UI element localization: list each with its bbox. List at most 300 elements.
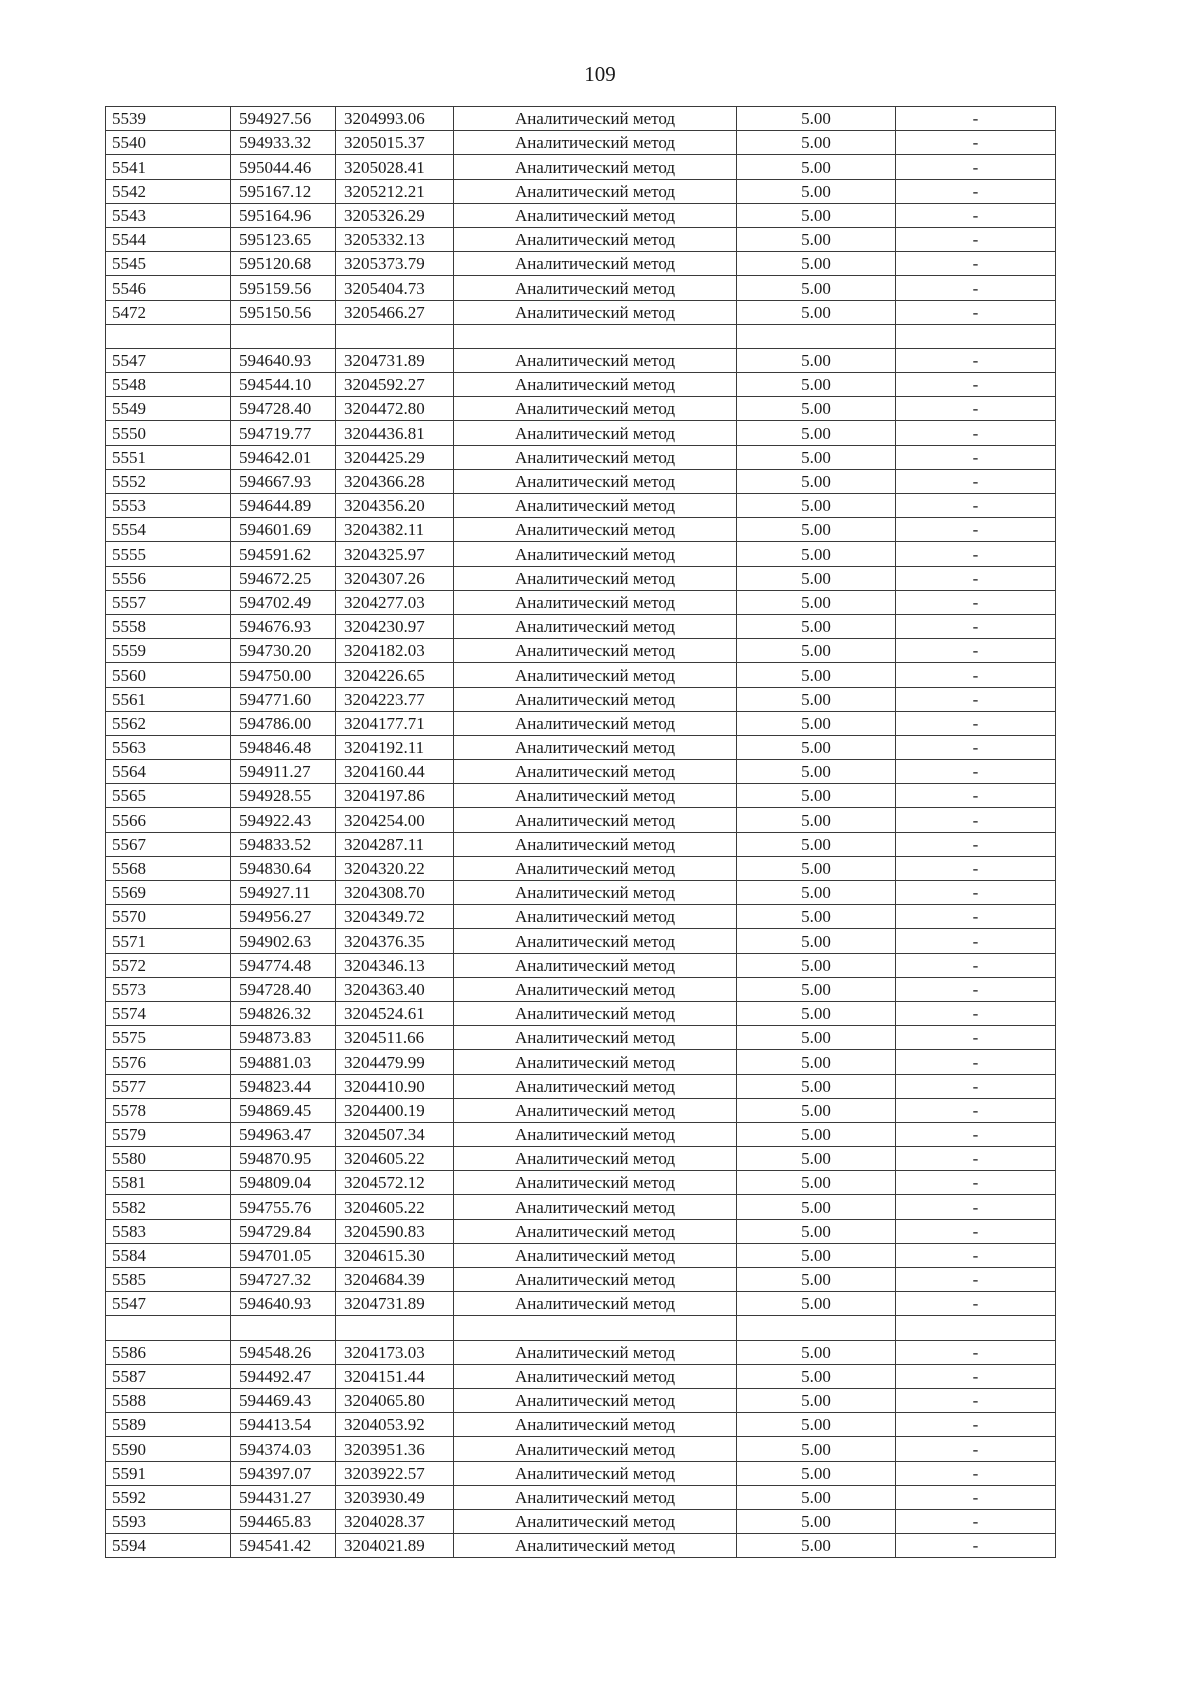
table-row xyxy=(106,832,1056,856)
accuracy-cell: 5.00 xyxy=(737,1437,896,1461)
x-coordinate-cell: 594846.48 xyxy=(231,735,336,759)
y-coordinate-cell: 3204356.20 xyxy=(336,494,454,518)
point-id-cell: 5569 xyxy=(106,881,231,905)
x-coordinate-cell: 594727.32 xyxy=(231,1268,336,1292)
method-cell: Аналитический метод xyxy=(454,1413,737,1437)
method-cell: Аналитический метод xyxy=(454,1219,737,1243)
x-coordinate-cell: 594902.63 xyxy=(231,929,336,953)
y-coordinate-cell xyxy=(336,324,454,348)
note-cell: - xyxy=(896,1364,1056,1388)
accuracy-cell: 5.00 xyxy=(737,300,896,324)
x-coordinate-cell: 594728.40 xyxy=(231,397,336,421)
y-coordinate-cell: 3204605.22 xyxy=(336,1147,454,1171)
note-cell: - xyxy=(896,227,1056,251)
point-id-cell: 5574 xyxy=(106,1001,231,1025)
y-coordinate-cell: 3204436.81 xyxy=(336,421,454,445)
accuracy-cell: 5.00 xyxy=(737,953,896,977)
y-coordinate-cell: 3204592.27 xyxy=(336,373,454,397)
y-coordinate-cell: 3204320.22 xyxy=(336,856,454,880)
method-cell: Аналитический метод xyxy=(454,832,737,856)
note-cell: - xyxy=(896,1534,1056,1558)
point-id-cell: 5572 xyxy=(106,953,231,977)
table-row xyxy=(106,663,1056,687)
point-id-cell: 5581 xyxy=(106,1171,231,1195)
x-coordinate-cell xyxy=(231,1316,336,1340)
method-cell: Аналитический метод xyxy=(454,373,737,397)
method-cell: Аналитический метод xyxy=(454,518,737,542)
y-coordinate-cell: 3204605.22 xyxy=(336,1195,454,1219)
table-row xyxy=(106,421,1056,445)
x-coordinate-cell: 594601.69 xyxy=(231,518,336,542)
y-coordinate-cell: 3205373.79 xyxy=(336,252,454,276)
note-cell: - xyxy=(896,1219,1056,1243)
y-coordinate-cell: 3204021.89 xyxy=(336,1534,454,1558)
note-cell: - xyxy=(896,1268,1056,1292)
note-cell: - xyxy=(896,1243,1056,1267)
method-cell: Аналитический метод xyxy=(454,687,737,711)
y-coordinate-cell: 3204376.35 xyxy=(336,929,454,953)
x-coordinate-cell: 594374.03 xyxy=(231,1437,336,1461)
y-coordinate-cell: 3204524.61 xyxy=(336,1001,454,1025)
note-cell: - xyxy=(896,494,1056,518)
point-id-cell: 5589 xyxy=(106,1413,231,1437)
y-coordinate-cell: 3205028.41 xyxy=(336,155,454,179)
method-cell: Аналитический метод xyxy=(454,131,737,155)
x-coordinate-cell: 594667.93 xyxy=(231,469,336,493)
blank-separator-row xyxy=(106,324,1056,348)
note-cell: - xyxy=(896,131,1056,155)
method-cell: Аналитический метод xyxy=(454,711,737,735)
y-coordinate-cell: 3204325.97 xyxy=(336,542,454,566)
point-id-cell: 5583 xyxy=(106,1219,231,1243)
x-coordinate-cell: 594927.56 xyxy=(231,107,336,131)
y-coordinate-cell: 3204507.34 xyxy=(336,1122,454,1146)
point-id-cell: 5582 xyxy=(106,1195,231,1219)
accuracy-cell: 5.00 xyxy=(737,397,896,421)
y-coordinate-cell: 3204230.97 xyxy=(336,614,454,638)
point-id-cell: 5556 xyxy=(106,566,231,590)
method-cell: Аналитический метод xyxy=(454,856,737,880)
method-cell: Аналитический метод xyxy=(454,1074,737,1098)
table-row xyxy=(106,1461,1056,1485)
note-cell: - xyxy=(896,1026,1056,1050)
x-coordinate-cell: 594492.47 xyxy=(231,1364,336,1388)
note-cell: - xyxy=(896,663,1056,687)
method-cell: Аналитический метод xyxy=(454,155,737,179)
note-cell: - xyxy=(896,469,1056,493)
coordinates-table xyxy=(105,106,1056,1558)
method-cell: Аналитический метод xyxy=(454,905,737,929)
note-cell: - xyxy=(896,1050,1056,1074)
method-cell: Аналитический метод xyxy=(454,179,737,203)
y-coordinate-cell: 3204684.39 xyxy=(336,1268,454,1292)
y-coordinate-cell: 3204287.11 xyxy=(336,832,454,856)
x-coordinate-cell: 594911.27 xyxy=(231,760,336,784)
note-cell: - xyxy=(896,639,1056,663)
point-id-cell: 5540 xyxy=(106,131,231,155)
accuracy-cell: 5.00 xyxy=(737,179,896,203)
method-cell: Аналитический метод xyxy=(454,1001,737,1025)
method-cell: Аналитический метод xyxy=(454,1268,737,1292)
accuracy-cell: 5.00 xyxy=(737,469,896,493)
table-row xyxy=(106,953,1056,977)
point-id-cell: 5539 xyxy=(106,107,231,131)
table-row xyxy=(106,566,1056,590)
point-id-cell: 5554 xyxy=(106,518,231,542)
point-id-cell: 5545 xyxy=(106,252,231,276)
accuracy-cell: 5.00 xyxy=(737,1388,896,1412)
method-cell: Аналитический метод xyxy=(454,953,737,977)
y-coordinate-cell: 3204731.89 xyxy=(336,348,454,372)
y-coordinate-cell: 3203930.49 xyxy=(336,1485,454,1509)
accuracy-cell: 5.00 xyxy=(737,1074,896,1098)
point-id-cell xyxy=(106,324,231,348)
y-coordinate-cell: 3204177.71 xyxy=(336,711,454,735)
table-row xyxy=(106,856,1056,880)
table-row xyxy=(106,639,1056,663)
table-row xyxy=(106,1388,1056,1412)
x-coordinate-cell: 594719.77 xyxy=(231,421,336,445)
note-cell: - xyxy=(896,1340,1056,1364)
x-coordinate-cell: 594702.49 xyxy=(231,590,336,614)
method-cell: Аналитический метод xyxy=(454,542,737,566)
table-row xyxy=(106,1074,1056,1098)
table-row xyxy=(106,735,1056,759)
method-cell: Аналитический метод xyxy=(454,1534,737,1558)
point-id-cell: 5593 xyxy=(106,1509,231,1533)
table-row xyxy=(106,1001,1056,1025)
table-row xyxy=(106,348,1056,372)
accuracy-cell: 5.00 xyxy=(737,107,896,131)
table-row xyxy=(106,929,1056,953)
point-id-cell: 5544 xyxy=(106,227,231,251)
note-cell: - xyxy=(896,252,1056,276)
point-id-cell: 5542 xyxy=(106,179,231,203)
method-cell: Аналитический метод xyxy=(454,300,737,324)
table-row xyxy=(106,1268,1056,1292)
accuracy-cell: 5.00 xyxy=(737,1122,896,1146)
point-id-cell: 5580 xyxy=(106,1147,231,1171)
x-coordinate-cell: 594728.40 xyxy=(231,977,336,1001)
y-coordinate-cell: 3204572.12 xyxy=(336,1171,454,1195)
y-coordinate-cell: 3204173.03 xyxy=(336,1340,454,1364)
accuracy-cell: 5.00 xyxy=(737,542,896,566)
point-id-cell: 5568 xyxy=(106,856,231,880)
point-id-cell: 5567 xyxy=(106,832,231,856)
table-row xyxy=(106,1171,1056,1195)
method-cell: Аналитический метод xyxy=(454,469,737,493)
accuracy-cell: 5.00 xyxy=(737,808,896,832)
y-coordinate-cell: 3204479.99 xyxy=(336,1050,454,1074)
y-coordinate-cell: 3203951.36 xyxy=(336,1437,454,1461)
note-cell: - xyxy=(896,711,1056,735)
note-cell: - xyxy=(896,1074,1056,1098)
y-coordinate-cell: 3204151.44 xyxy=(336,1364,454,1388)
note-cell: - xyxy=(896,445,1056,469)
accuracy-cell: 5.00 xyxy=(737,203,896,227)
accuracy-cell: 5.00 xyxy=(737,711,896,735)
accuracy-cell: 5.00 xyxy=(737,373,896,397)
method-cell: Аналитический метод xyxy=(454,1026,737,1050)
point-id-cell: 5566 xyxy=(106,808,231,832)
table-row xyxy=(106,784,1056,808)
method-cell: Аналитический метод xyxy=(454,276,737,300)
method-cell: Аналитический метод xyxy=(454,397,737,421)
x-coordinate-cell: 594591.62 xyxy=(231,542,336,566)
accuracy-cell: 5.00 xyxy=(737,905,896,929)
point-id-cell: 5565 xyxy=(106,784,231,808)
y-coordinate-cell: 3204160.44 xyxy=(336,760,454,784)
table-row xyxy=(106,1098,1056,1122)
note-cell: - xyxy=(896,590,1056,614)
table-row xyxy=(106,131,1056,155)
table-row xyxy=(106,881,1056,905)
point-id-cell: 5561 xyxy=(106,687,231,711)
accuracy-cell: 5.00 xyxy=(737,1171,896,1195)
y-coordinate-cell: 3205326.29 xyxy=(336,203,454,227)
accuracy-cell: 5.00 xyxy=(737,1534,896,1558)
method-cell: Аналитический метод xyxy=(454,1292,737,1316)
x-coordinate-cell: 594873.83 xyxy=(231,1026,336,1050)
x-coordinate-cell: 594672.25 xyxy=(231,566,336,590)
x-coordinate-cell: 594701.05 xyxy=(231,1243,336,1267)
table-row xyxy=(106,808,1056,832)
table-row xyxy=(106,1195,1056,1219)
point-id-cell: 5573 xyxy=(106,977,231,1001)
point-id-cell: 5547 xyxy=(106,1292,231,1316)
accuracy-cell: 5.00 xyxy=(737,663,896,687)
accuracy-cell: 5.00 xyxy=(737,494,896,518)
note-cell: - xyxy=(896,566,1056,590)
table-row xyxy=(106,227,1056,251)
x-coordinate-cell: 594544.10 xyxy=(231,373,336,397)
y-coordinate-cell: 3204410.90 xyxy=(336,1074,454,1098)
point-id-cell: 5571 xyxy=(106,929,231,953)
note-cell: - xyxy=(896,1485,1056,1509)
table-row xyxy=(106,1534,1056,1558)
point-id-cell: 5472 xyxy=(106,300,231,324)
table-row xyxy=(106,1413,1056,1437)
method-cell: Аналитический метод xyxy=(454,784,737,808)
note-cell: - xyxy=(896,977,1056,1001)
table-row xyxy=(106,905,1056,929)
table-row xyxy=(106,542,1056,566)
x-coordinate-cell: 594956.27 xyxy=(231,905,336,929)
y-coordinate-cell: 3204363.40 xyxy=(336,977,454,1001)
accuracy-cell: 5.00 xyxy=(737,1098,896,1122)
note-cell: - xyxy=(896,687,1056,711)
table-row xyxy=(106,760,1056,784)
point-id-cell: 5551 xyxy=(106,445,231,469)
method-cell: Аналитический метод xyxy=(454,348,737,372)
y-coordinate-cell: 3204590.83 xyxy=(336,1219,454,1243)
note-cell: - xyxy=(896,300,1056,324)
accuracy-cell: 5.00 xyxy=(737,687,896,711)
accuracy-cell xyxy=(737,1316,896,1340)
note-cell: - xyxy=(896,1461,1056,1485)
note-cell: - xyxy=(896,1509,1056,1533)
table-row xyxy=(106,1050,1056,1074)
method-cell xyxy=(454,324,737,348)
method-cell: Аналитический метод xyxy=(454,203,737,227)
x-coordinate-cell: 594730.20 xyxy=(231,639,336,663)
x-coordinate-cell: 594963.47 xyxy=(231,1122,336,1146)
table-row xyxy=(106,1026,1056,1050)
table-row xyxy=(106,107,1056,131)
note-cell xyxy=(896,324,1056,348)
y-coordinate-cell: 3204731.89 xyxy=(336,1292,454,1316)
method-cell: Аналитический метод xyxy=(454,1050,737,1074)
table-row xyxy=(106,494,1056,518)
x-coordinate-cell: 594870.95 xyxy=(231,1147,336,1171)
x-coordinate-cell xyxy=(231,324,336,348)
y-coordinate-cell: 3204197.86 xyxy=(336,784,454,808)
point-id-cell: 5541 xyxy=(106,155,231,179)
accuracy-cell: 5.00 xyxy=(737,735,896,759)
note-cell: - xyxy=(896,155,1056,179)
table-row xyxy=(106,1292,1056,1316)
method-cell: Аналитический метод xyxy=(454,1461,737,1485)
point-id-cell: 5563 xyxy=(106,735,231,759)
table-row xyxy=(106,518,1056,542)
table-row xyxy=(106,1437,1056,1461)
y-coordinate-cell: 3204192.11 xyxy=(336,735,454,759)
accuracy-cell: 5.00 xyxy=(737,1243,896,1267)
accuracy-cell: 5.00 xyxy=(737,1147,896,1171)
note-cell: - xyxy=(896,614,1056,638)
y-coordinate-cell: 3204307.26 xyxy=(336,566,454,590)
table-row xyxy=(106,1122,1056,1146)
point-id-cell: 5570 xyxy=(106,905,231,929)
y-coordinate-cell: 3203922.57 xyxy=(336,1461,454,1485)
coordinates-table-body xyxy=(106,107,1056,1558)
note-cell: - xyxy=(896,179,1056,203)
table-row xyxy=(106,1509,1056,1533)
method-cell: Аналитический метод xyxy=(454,760,737,784)
point-id-cell: 5590 xyxy=(106,1437,231,1461)
y-coordinate-cell: 3204254.00 xyxy=(336,808,454,832)
blank-separator-row xyxy=(106,1316,1056,1340)
y-coordinate-cell: 3204277.03 xyxy=(336,590,454,614)
x-coordinate-cell: 594640.93 xyxy=(231,1292,336,1316)
note-cell: - xyxy=(896,1437,1056,1461)
accuracy-cell: 5.00 xyxy=(737,639,896,663)
x-coordinate-cell: 595167.12 xyxy=(231,179,336,203)
y-coordinate-cell: 3205015.37 xyxy=(336,131,454,155)
note-cell: - xyxy=(896,1001,1056,1025)
point-id-cell: 5560 xyxy=(106,663,231,687)
x-coordinate-cell: 594869.45 xyxy=(231,1098,336,1122)
table-row xyxy=(106,1485,1056,1509)
table-row xyxy=(106,590,1056,614)
method-cell: Аналитический метод xyxy=(454,1388,737,1412)
note-cell: - xyxy=(896,107,1056,131)
point-id-cell xyxy=(106,1316,231,1340)
x-coordinate-cell: 594809.04 xyxy=(231,1171,336,1195)
point-id-cell: 5577 xyxy=(106,1074,231,1098)
accuracy-cell: 5.00 xyxy=(737,252,896,276)
point-id-cell: 5546 xyxy=(106,276,231,300)
point-id-cell: 5588 xyxy=(106,1388,231,1412)
y-coordinate-cell: 3204028.37 xyxy=(336,1509,454,1533)
note-cell: - xyxy=(896,1122,1056,1146)
method-cell: Аналитический метод xyxy=(454,1171,737,1195)
note-cell xyxy=(896,1316,1056,1340)
table-row xyxy=(106,179,1056,203)
y-coordinate-cell: 3205404.73 xyxy=(336,276,454,300)
note-cell: - xyxy=(896,1147,1056,1171)
accuracy-cell: 5.00 xyxy=(737,276,896,300)
table-row xyxy=(106,252,1056,276)
note-cell: - xyxy=(896,373,1056,397)
x-coordinate-cell: 594548.26 xyxy=(231,1340,336,1364)
x-coordinate-cell: 595120.68 xyxy=(231,252,336,276)
table-row xyxy=(106,155,1056,179)
accuracy-cell: 5.00 xyxy=(737,1340,896,1364)
table-row xyxy=(106,1340,1056,1364)
method-cell: Аналитический метод xyxy=(454,977,737,1001)
table-row xyxy=(106,614,1056,638)
table-row xyxy=(106,300,1056,324)
note-cell: - xyxy=(896,808,1056,832)
x-coordinate-cell: 594729.84 xyxy=(231,1219,336,1243)
point-id-cell: 5584 xyxy=(106,1243,231,1267)
method-cell: Аналитический метод xyxy=(454,1243,737,1267)
y-coordinate-cell: 3204993.06 xyxy=(336,107,454,131)
x-coordinate-cell: 594640.93 xyxy=(231,348,336,372)
accuracy-cell: 5.00 xyxy=(737,518,896,542)
note-cell: - xyxy=(896,518,1056,542)
note-cell: - xyxy=(896,203,1056,227)
point-id-cell: 5587 xyxy=(106,1364,231,1388)
method-cell: Аналитический метод xyxy=(454,566,737,590)
point-id-cell: 5586 xyxy=(106,1340,231,1364)
method-cell: Аналитический метод xyxy=(454,663,737,687)
point-id-cell: 5543 xyxy=(106,203,231,227)
method-cell: Аналитический метод xyxy=(454,808,737,832)
accuracy-cell: 5.00 xyxy=(737,155,896,179)
point-id-cell: 5579 xyxy=(106,1122,231,1146)
point-id-cell: 5547 xyxy=(106,348,231,372)
note-cell: - xyxy=(896,760,1056,784)
point-id-cell: 5592 xyxy=(106,1485,231,1509)
x-coordinate-cell: 595123.65 xyxy=(231,227,336,251)
x-coordinate-cell: 594397.07 xyxy=(231,1461,336,1485)
x-coordinate-cell: 594786.00 xyxy=(231,711,336,735)
accuracy-cell: 5.00 xyxy=(737,784,896,808)
note-cell: - xyxy=(896,1413,1056,1437)
accuracy-cell: 5.00 xyxy=(737,881,896,905)
accuracy-cell: 5.00 xyxy=(737,929,896,953)
x-coordinate-cell: 594413.54 xyxy=(231,1413,336,1437)
y-coordinate-cell: 3204346.13 xyxy=(336,953,454,977)
note-cell: - xyxy=(896,1388,1056,1412)
accuracy-cell: 5.00 xyxy=(737,614,896,638)
table-row xyxy=(106,1147,1056,1171)
point-id-cell: 5564 xyxy=(106,760,231,784)
x-coordinate-cell: 594774.48 xyxy=(231,953,336,977)
accuracy-cell: 5.00 xyxy=(737,1364,896,1388)
method-cell: Аналитический метод xyxy=(454,1122,737,1146)
note-cell: - xyxy=(896,832,1056,856)
accuracy-cell: 5.00 xyxy=(737,421,896,445)
method-cell: Аналитический метод xyxy=(454,1509,737,1533)
note-cell: - xyxy=(896,953,1056,977)
point-id-cell: 5575 xyxy=(106,1026,231,1050)
method-cell: Аналитический метод xyxy=(454,735,737,759)
point-id-cell: 5558 xyxy=(106,614,231,638)
y-coordinate-cell: 3204400.19 xyxy=(336,1098,454,1122)
